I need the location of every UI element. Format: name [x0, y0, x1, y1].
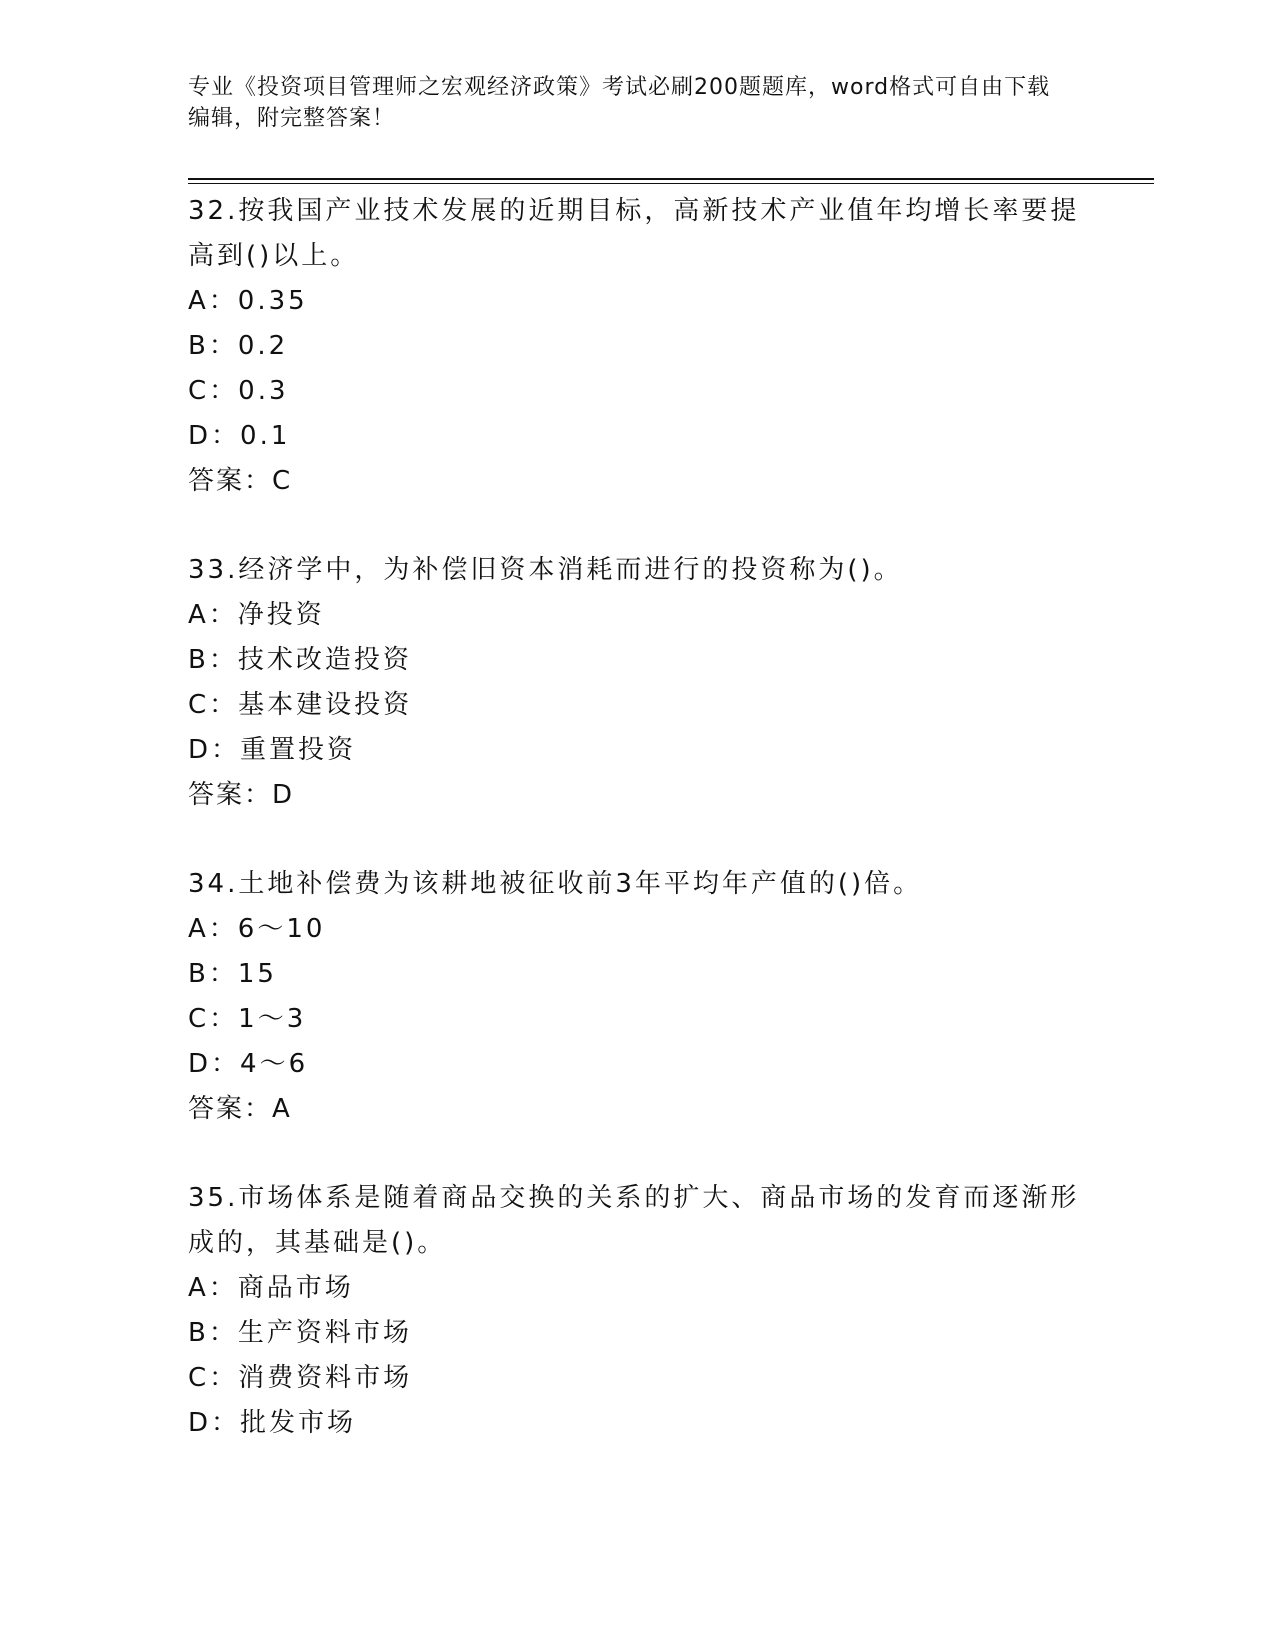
option-b: B：15	[188, 959, 277, 989]
question-stem: 34.土地补偿费为该耕地被征收前3年平均年产值的()倍。	[188, 869, 923, 899]
option-d: D：0.1	[188, 421, 291, 451]
option-c: C：1～3	[188, 1004, 307, 1034]
question-34	[188, 862, 1088, 1132]
question-32	[188, 189, 1088, 504]
question-stem: 33.经济学中，为补偿旧资本消耗而进行的投资称为()。	[188, 555, 903, 585]
option-d: D：4～6	[188, 1049, 309, 1079]
answer: 答案：C	[188, 466, 293, 496]
document-header-note: 专业《投资项目管理师之宏观经济政策》考试必刷200题题库，word格式可自由下载编辑，附完整答案！	[188, 75, 1051, 131]
question-list	[188, 189, 1088, 1490]
option-c: C：0.3	[188, 376, 289, 406]
question-35	[188, 1176, 1088, 1446]
option-a: A：商品市场	[188, 1273, 354, 1303]
question-33	[188, 548, 1088, 818]
option-d: D：重置投资	[188, 735, 357, 765]
option-a: A：6～10	[188, 914, 326, 944]
answer: 答案：A	[188, 1094, 292, 1124]
question-stem: 35.市场体系是随着商品交换的关系的扩大、商品市场的发育而逐渐形成的，其基础是()。	[188, 1183, 1080, 1258]
question-stem: 32.按我国产业技术发展的近期目标，高新技术产业值年均增长率要提高到()以上。	[188, 196, 1080, 271]
option-d: D：批发市场	[188, 1408, 357, 1438]
option-b: B：技术改造投资	[188, 645, 412, 675]
option-c: C：消费资料市场	[188, 1363, 413, 1393]
option-a: A：净投资	[188, 600, 325, 630]
option-b: B：0.2	[188, 331, 289, 361]
option-b: B：生产资料市场	[188, 1318, 412, 1348]
option-c: C：基本建设投资	[188, 690, 413, 720]
answer: 答案：D	[188, 780, 295, 810]
header-divider	[188, 178, 1154, 184]
option-a: A：0.35	[188, 286, 308, 316]
